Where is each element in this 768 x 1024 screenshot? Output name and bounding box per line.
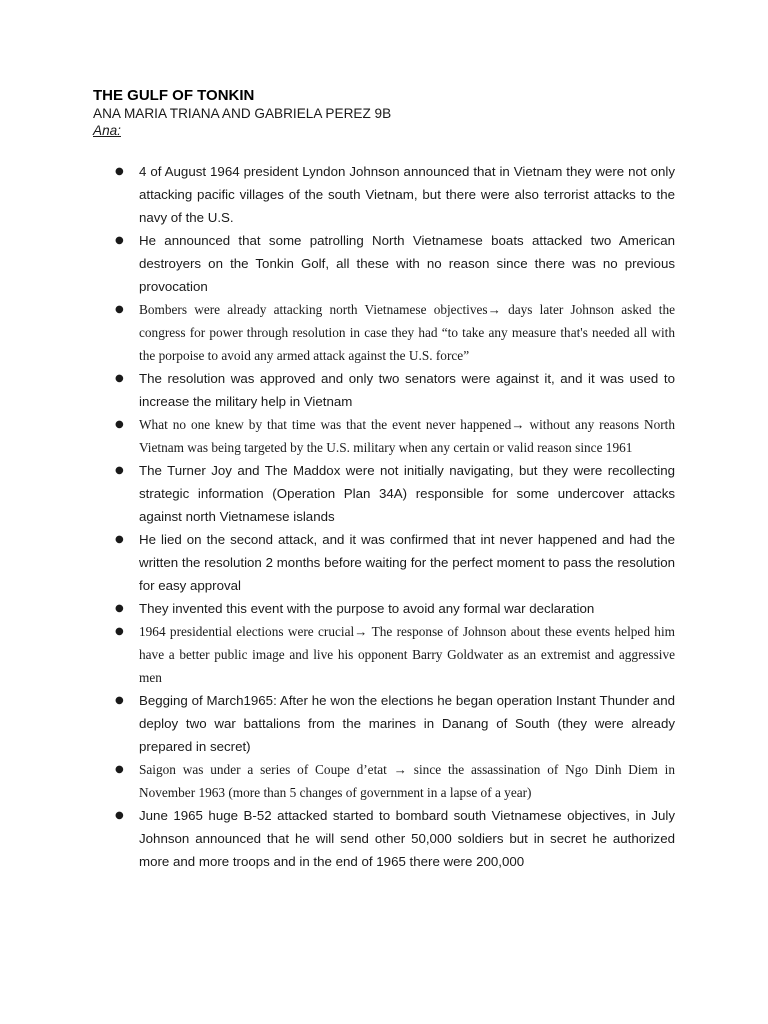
bullet-text: June 1965 huge B-52 attacked started to bombard south Vietnamese objectives, in July Johnson announced that he will send other 50,000 soldiers but in secret he authorized more and more troops and in the end of 1965 there were 200,000 (139, 808, 675, 869)
bullet-dot-icon: ● (115, 695, 124, 706)
bullet-list (113, 160, 675, 873)
bullet-item (113, 620, 675, 689)
bullet-text: Saigon was under a series of Coupe d’etat → since the assassination of Ngo Dinh Diem in November 1963 (more than 5 changes of government in a lapse of a year) (139, 762, 675, 800)
bullet-text: Begging of March1965: After he won the elections he began operation Instant Thunder and deploy two war battalions from the marines in Danang of South (they were already prepared in secret) (139, 693, 675, 754)
bullet-item (113, 689, 675, 758)
bullet-dot-icon: ● (115, 465, 124, 476)
bullet-item (113, 298, 675, 367)
bullet-dot-icon: ● (115, 373, 124, 384)
section-heading: Ana: (93, 123, 121, 138)
bullet-text: He lied on the second attack, and it was confirmed that int never happened and had the written the resolution 2 months before waiting for the perfect moment to pass the resolution for easy approval (139, 532, 675, 593)
bullet-text: He announced that some patrolling North Vietnamese boats attacked two American destroyers on the Tonkin Golf, all these with no reason since there was no previous provocation (139, 233, 675, 294)
bullet-item (113, 413, 675, 459)
document-authors: ANA MARIA TRIANA AND GABRIELA PEREZ 9B (93, 106, 392, 121)
bullet-item (113, 804, 675, 873)
bullet-dot-icon: ● (115, 764, 124, 775)
bullet-text: The resolution was approved and only two senators were against it, and it was used to increase the military help in Vietnam (139, 371, 675, 409)
bullet-dot-icon: ● (115, 603, 124, 614)
bullet-item (113, 597, 675, 620)
bullet-dot-icon: ● (115, 419, 124, 430)
document-title: THE GULF OF TONKIN (93, 87, 255, 104)
document-header (93, 87, 693, 139)
bullet-text: What no one knew by that time was that the event never happened→ without any reasons North Vietnam was being targeted by the U.S. military when any certain or valid reason since 1961 (139, 417, 675, 455)
bullet-item (113, 758, 675, 804)
bullet-dot-icon: ● (115, 166, 124, 177)
bullet-dot-icon: ● (115, 534, 124, 545)
bullet-text: The Turner Joy and The Maddox were not initially navigating, but they were recollecting strategic information (Operation Plan 34A) responsible for some undercover attacks against north Vietnamese islands (139, 463, 675, 524)
bullet-item (113, 528, 675, 597)
bullet-text: They invented this event with the purpose to avoid any formal war declaration (139, 601, 595, 616)
bullet-item (113, 459, 675, 528)
bullet-text: Bombers were already attacking north Vietnamese objectives→ days later Johnson asked the congress for power through resolution in case they had “to take any measure that's needed all with the porpoise to avoid any armed attack against the U.S. force” (139, 302, 675, 363)
bullet-dot-icon: ● (115, 626, 124, 637)
bullet-text: 4 of August 1964 president Lyndon Johnson announced that in Vietnam they were not only attacking pacific villages of the south Vietnam, but there were also terrorist attacks to the navy of the U.S. (139, 164, 675, 225)
bullet-text: 1964 presidential elections were crucial→ The response of Johnson about these events helped him have a better public image and live his opponent Barry Goldwater as an extremist and aggressive men (139, 624, 675, 685)
bullet-dot-icon: ● (115, 304, 124, 315)
bullet-dot-icon: ● (115, 810, 124, 821)
bullet-item (113, 229, 675, 298)
bullet-item (113, 160, 675, 229)
bullet-dot-icon: ● (115, 235, 124, 246)
bullet-item (113, 367, 675, 413)
